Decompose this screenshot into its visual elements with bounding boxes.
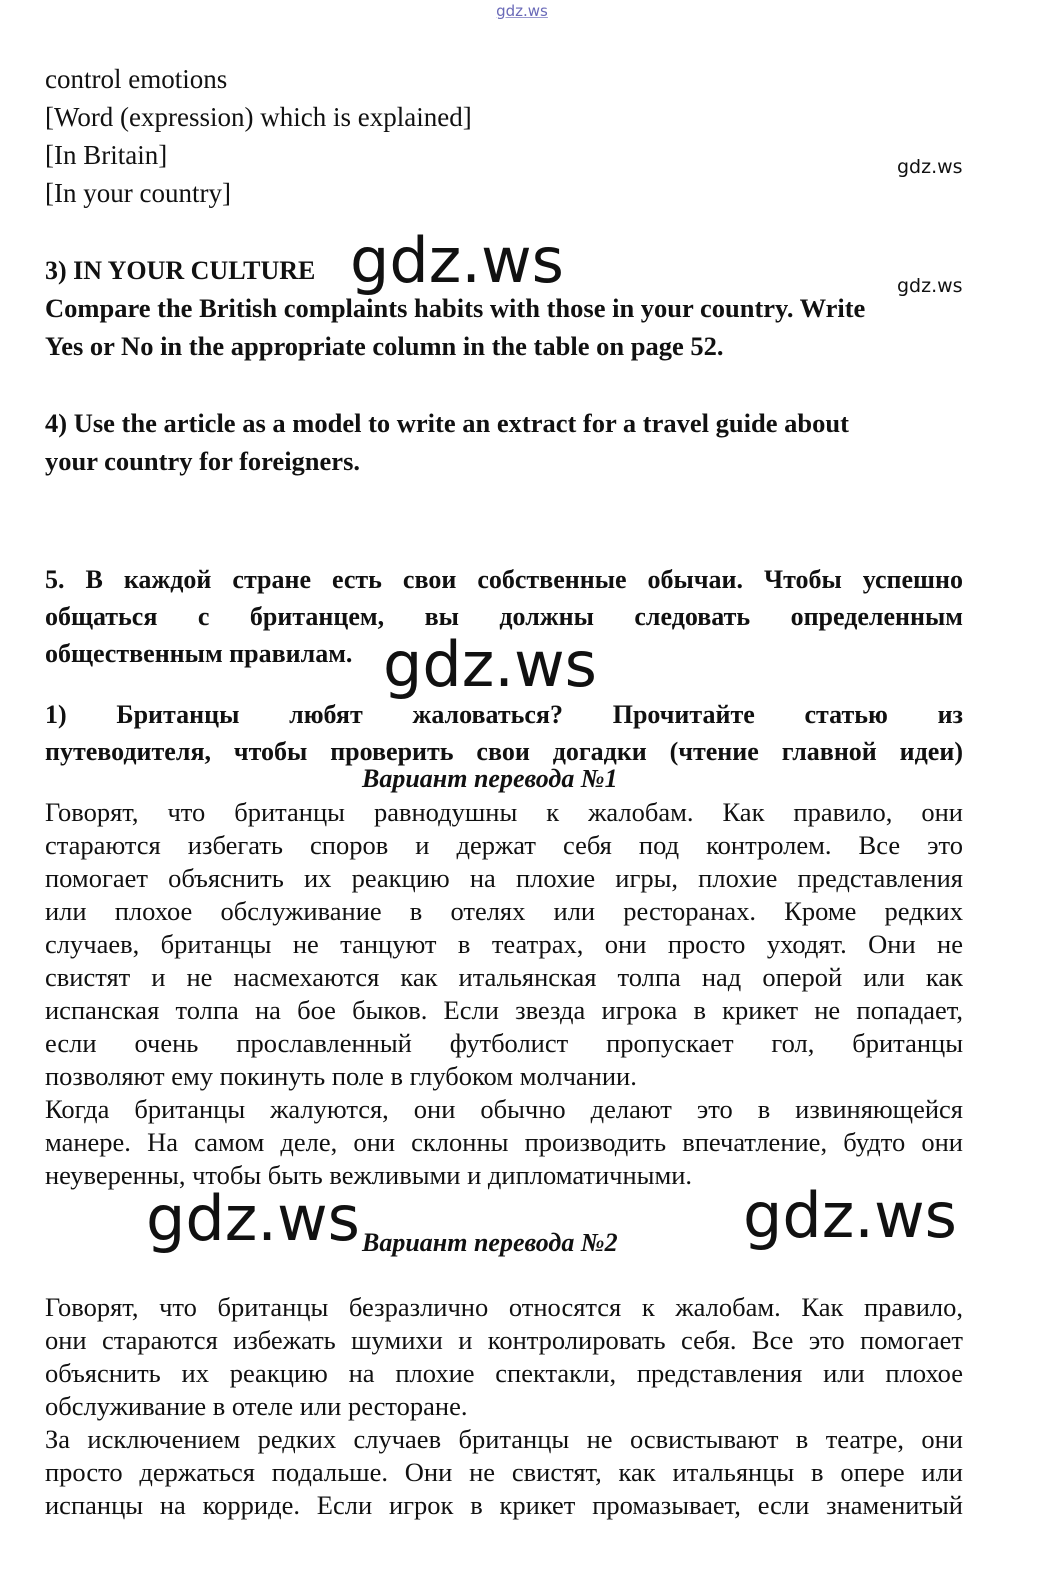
section-text: общаться с британцем, вы должны следовать определенным	[45, 602, 963, 631]
paragraph-line: За исключением редких случаев британцы не освистывают в театре, они	[45, 1424, 963, 1454]
section-text: Yes or No in the appropriate column in the table on page 52.	[45, 331, 724, 361]
watermark-small: gdz.ws	[897, 275, 963, 297]
section-heading: 3) IN YOUR CULTURE	[45, 256, 316, 285]
paragraph-line: испанская толпа на бое быков. Если звезда игрока в крикет не попадает,	[45, 995, 963, 1025]
variant-2-paragraph-1	[45, 1291, 963, 1423]
text-line: control emotions	[45, 64, 228, 94]
section-text: 4) Use the article as a model to write an extract for a travel guide about	[45, 408, 849, 438]
variant-2-paragraph-2	[45, 1423, 963, 1522]
variant-title: Вариант перевода №2	[362, 1228, 618, 1257]
text-line: [In Britain]	[45, 140, 168, 170]
paragraph-line: помогает объяснить их реакцию на плохие игры, плохие представления	[45, 863, 963, 893]
paragraph-line: или плохое обслуживание в отелях или ресторанах. Кроме редких	[45, 896, 963, 926]
paragraph-line: манере. На самом деле, они склонны производить впечатление, будто они	[45, 1127, 963, 1157]
section-text: 1) Британцы любят жаловаться? Прочитайте статью из	[45, 700, 963, 729]
watermark-top: gdz.ws	[496, 2, 548, 20]
watermark-small: gdz.ws	[897, 156, 963, 178]
section-text: путеводителя, чтобы проверить свои догадки (чтение главной идеи)	[45, 737, 963, 766]
watermark-large: gdz.ws	[383, 628, 597, 701]
paragraph-line: обслуживание в отеле или ресторане.	[45, 1391, 468, 1421]
paragraph-line: если очень прославленный футболист пропускает гол, британцы	[45, 1028, 963, 1058]
section-text: 5. В каждой стране есть свои собственные обычаи. Чтобы успешно	[45, 565, 963, 594]
paragraph-line: просто держаться подальше. Они не свистят, как итальянцы в опере или	[45, 1457, 963, 1487]
section-text: Compare the British complaints habits with those in your country. Write	[45, 293, 866, 323]
variant-1-paragraph-1	[45, 796, 963, 1093]
watermark-large: gdz.ws	[743, 1179, 957, 1252]
paragraph-line: объяснить их реакцию на плохие спектакли, представления или плохое	[45, 1358, 963, 1388]
paragraph-line: Говорят, что британцы равнодушны к жалобам. Как правило, они	[45, 797, 963, 827]
section-5	[45, 561, 963, 672]
section-text: общественным правилам.	[45, 639, 353, 668]
paragraph-line: они стараются избежать шумихи и контролировать себя. Все это помогает	[45, 1325, 963, 1355]
watermark-large: gdz.ws	[350, 224, 564, 297]
section-text: your country for foreigners.	[45, 446, 361, 476]
variant-1-paragraph-2	[45, 1093, 963, 1192]
paragraph-line: неуверенны, чтобы быть вежливыми и дипломатичными.	[45, 1160, 693, 1190]
paragraph-line: испанцы на корриде. Если игрок в крикет промазывает, если знаменитый	[45, 1490, 963, 1520]
watermark-large: gdz.ws	[146, 1182, 360, 1255]
paragraph-line: позволяют ему покинуть поле в глубоком молчании.	[45, 1061, 637, 1091]
task-1	[45, 696, 963, 770]
paragraph-line: Говорят, что британцы безразлично относятся к жалобам. Как правило,	[45, 1292, 963, 1322]
paragraph-line: случаев, британцы не танцуют в театрах, они просто уходят. Они не	[45, 929, 963, 959]
variant-title: Вариант перевода №1	[362, 764, 618, 793]
text-line: [In your country]	[45, 178, 231, 208]
paragraph-line: Когда британцы жалуются, они обычно делают это в извиняющейся	[45, 1094, 963, 1124]
text-line: [Word (expression) which is explained]	[45, 102, 472, 132]
paragraph-line: свистят и не насмехаются как итальянская толпа над оперой или как	[45, 962, 963, 992]
paragraph-line: стараются избегать споров и держат себя под контролем. Все это	[45, 830, 963, 860]
